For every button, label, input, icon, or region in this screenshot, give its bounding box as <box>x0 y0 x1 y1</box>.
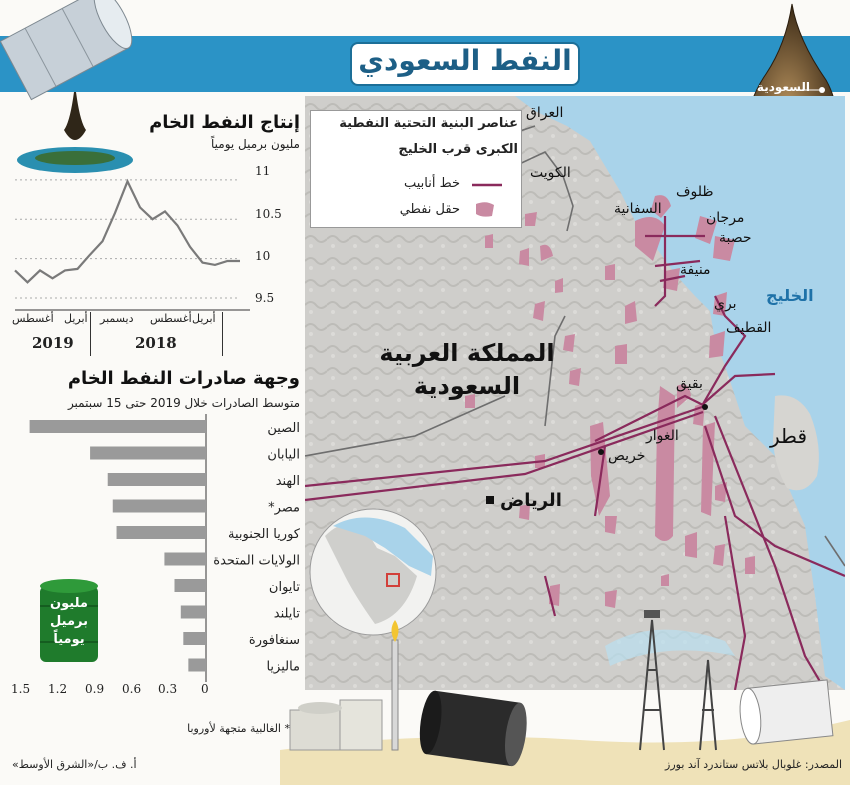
label-qatif: القطيف <box>726 320 772 336</box>
production-right-divider <box>222 312 223 356</box>
exports-category-label-4: كوريا الجنوبية <box>227 527 300 542</box>
production-xlabel-1: أغسطس <box>12 312 54 325</box>
exports-xtick-1-2: 1.2 <box>48 682 68 696</box>
exports-category-label-1: اليابان <box>267 447 300 463</box>
credit-note: أ. ف. ب/«الشرق الأوسط» <box>12 758 137 771</box>
exports-category-label-6: تايوان <box>268 580 300 595</box>
barrel-text-1: مليون <box>50 596 88 611</box>
exports-bar-5 <box>164 553 206 566</box>
label-khurais: خريص <box>608 448 646 464</box>
label-saudi-line-2: السعودية <box>413 372 521 400</box>
exports-bar-8 <box>183 632 206 645</box>
exports-bar-6 <box>175 579 207 592</box>
exports-category-label-8: سنغافورة <box>248 633 300 648</box>
exports-bar-4 <box>117 526 206 539</box>
production-year-divider <box>90 312 91 356</box>
production-ytick-10-5: 10.5 <box>255 207 282 221</box>
label-berri: بري <box>714 296 737 312</box>
page-title: النفط السعودي <box>358 44 572 77</box>
label-riyadh: الرياض <box>500 490 562 511</box>
exports-title: وجهة صادرات النفط الخام <box>67 368 300 389</box>
exports-bar-3 <box>113 500 206 513</box>
production-series-line <box>15 181 240 282</box>
label-zuluf: ظلوف <box>676 184 714 200</box>
exports-category-label-2: الهند <box>275 474 300 489</box>
exports-xtick-1-5: 1.5 <box>11 682 31 696</box>
exports-category-label-3: مصر* <box>268 500 300 516</box>
exports-category-label-9: ماليزيا <box>266 659 300 675</box>
exports-footnote: * الغالبية متجهة لأوروبا <box>187 722 290 735</box>
label-marjan: مرجان <box>706 210 745 226</box>
exports-xtick-0-9: 0.9 <box>85 682 105 696</box>
abqaiq-marker <box>702 404 708 410</box>
label-manifa: منيفة <box>680 262 711 278</box>
exports-bar-2 <box>108 473 206 486</box>
exports-category-label-7: تايلند <box>273 606 300 622</box>
production-ytick-10: 10 <box>255 249 271 263</box>
legend-pipeline-swatch <box>470 180 504 190</box>
label-saudi-line-1: المملكة العربية <box>379 339 555 367</box>
exports-subtitle: متوسط الصادرات خلال 2019 حتى 15 سبتمبر <box>67 396 300 410</box>
production-xlabel-5: أبريل <box>192 312 216 325</box>
khurais-marker <box>598 449 604 455</box>
source-note: المصدر: غلوبال بلاتس ستاندرد آند بورز <box>665 758 842 771</box>
exports-bar-7 <box>181 606 206 619</box>
exports-bar-0 <box>30 420 206 433</box>
label-iraq: العراق <box>526 105 564 121</box>
production-xlabel-3: ديسمبر <box>100 312 134 325</box>
exports-category-label-5: الولايات المتحدة <box>213 553 300 569</box>
exports-bar-1 <box>90 447 206 460</box>
exports-bar-9 <box>188 659 206 672</box>
production-unit: مليون برميل يومياً <box>210 137 300 151</box>
production-xlabel-4: أغسطس <box>150 312 192 325</box>
legend-title-line-2: الكبرى قرب الخليج <box>398 142 518 157</box>
production-year-2019: 2019 <box>32 334 74 352</box>
legend-pipeline-label: خط أنابيب <box>403 176 460 191</box>
exports-xtick-0-6: 0.6 <box>122 682 142 696</box>
label-safaniya: السفانية <box>614 201 662 217</box>
exports-xtick-0: 0 <box>201 682 209 696</box>
legend-oilfield-swatch <box>472 200 498 218</box>
label-gulf: الخليج <box>766 286 814 305</box>
barrel-text-2: برميل <box>50 614 88 629</box>
label-ghawar: الغوار <box>646 428 679 444</box>
label-hasba: حصبة <box>719 230 752 246</box>
label-kuwait: الكويت <box>530 165 571 181</box>
exports-xtick-0-3: 0.3 <box>158 682 178 696</box>
production-xlabel-2: أبريل <box>64 312 88 325</box>
legend-title-line-1: عناصر البنية التحتية النفطية <box>339 116 518 131</box>
riyadh-marker <box>486 496 494 504</box>
exports-category-label-0: الصين <box>267 421 300 436</box>
production-ytick-11: 11 <box>255 164 271 178</box>
legend-oilfield-label: حقل نفطي <box>399 202 460 217</box>
production-ytick-9-5: 9.5 <box>255 291 275 305</box>
production-title: إنتاج النفط الخام <box>149 112 300 133</box>
production-year-2018: 2018 <box>135 334 177 352</box>
barrel-text-3: يومياً <box>53 632 85 647</box>
pouring-barrel-illustration <box>0 0 150 180</box>
drop-label: السعودية <box>756 80 810 94</box>
label-abqaiq: بقيق <box>676 376 703 392</box>
label-qatar: قطر <box>770 424 808 448</box>
